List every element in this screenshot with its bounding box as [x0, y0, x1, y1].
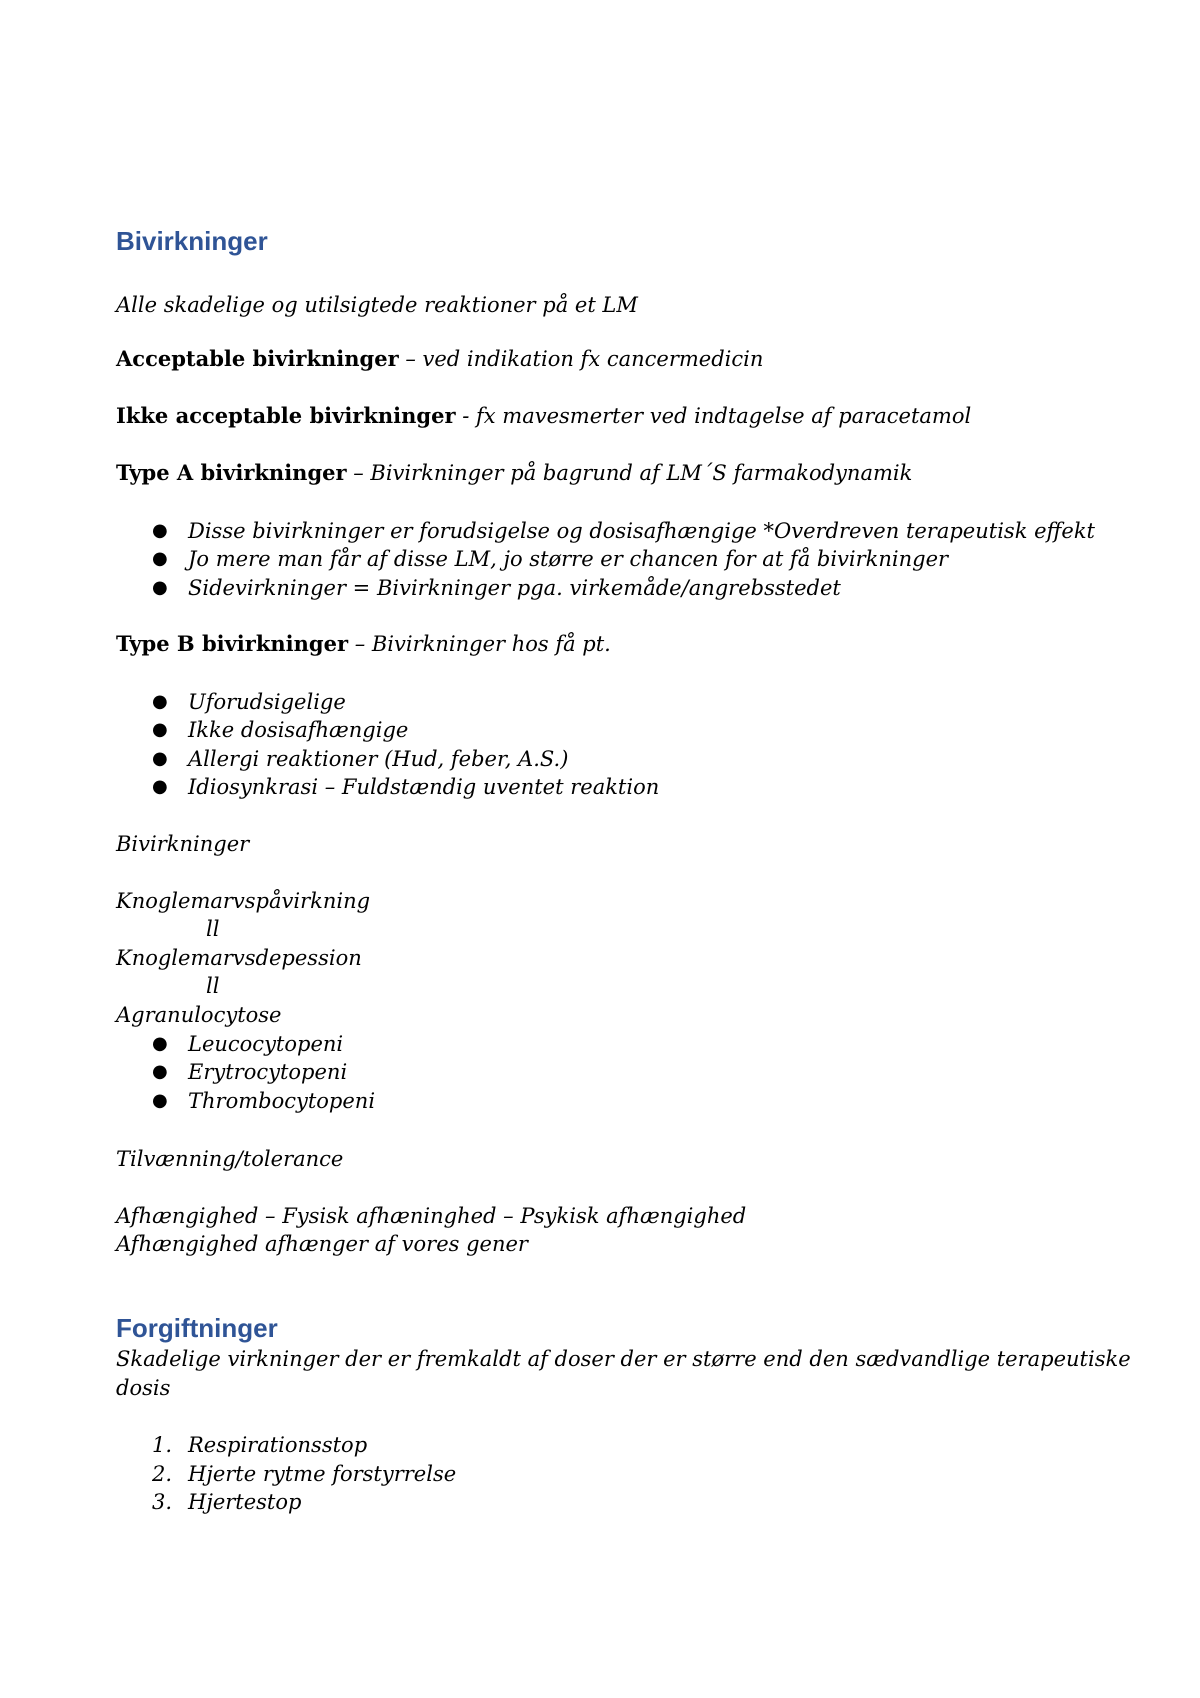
acceptable-desc: – ved indikation fx cancermedicin — [398, 347, 764, 371]
list-item-number: 1. — [152, 1433, 173, 1457]
forgiftninger-definition-2: dosis — [116, 1376, 171, 1400]
type-a-desc: – Bivirkninger på bagrund af LM´S farmakodynamik — [346, 461, 913, 485]
bullet-icon: ● — [152, 577, 168, 598]
type-b-term: Type B bivirkninger — [116, 631, 349, 656]
list-item-text: Idiosynkrasi – Fuldstændig uventet reaktion — [188, 775, 660, 799]
acceptable-term: Acceptable bivirkninger — [116, 346, 399, 371]
list-item-text: Allergi reaktioner (Hud, feber, A.S.) — [188, 747, 569, 771]
heading-bivirkninger: Bivirkninger — [116, 226, 268, 256]
forgiftninger-definition-1: Skadelige virkninger der er fremkaldt af doser der er større end den sædvandlige terapeutiske — [116, 1347, 1131, 1371]
list-item-text: Ikke dosisafhængige — [188, 718, 409, 742]
list-item-text: Uforudsigelige — [188, 690, 346, 714]
type-a-term: Type A bivirkninger — [116, 460, 347, 485]
chain-step2: Knoglemarvsdepession — [116, 946, 362, 970]
list-item-text: Thrombocytopeni — [188, 1089, 376, 1113]
ikke-acceptable-desc: - fx mavesmerter ved indtagelse af paracetamol — [455, 404, 972, 428]
ikke-acceptable-line — [116, 402, 971, 430]
bullet-icon: ● — [152, 548, 168, 569]
bullet-icon: ● — [152, 748, 168, 769]
bullet-icon: ● — [152, 1033, 168, 1054]
list-item-text: Leucocytopeni — [188, 1032, 344, 1056]
chain-arrow-1: ll — [206, 917, 220, 941]
list-item-text: Jo mere man får af disse LM, jo større er chancen for at få bivirkninger — [188, 547, 949, 571]
definition-text: Alle skadelige og utilsigtede reaktioner på et LM — [116, 293, 638, 317]
afhaengighed-line-1: Afhængighed – Fysisk afhæninghed – Psykisk afhængighed — [116, 1204, 747, 1228]
list-item-number: 2. — [152, 1462, 173, 1486]
bullet-icon: ● — [152, 1090, 168, 1111]
list-item-text: Hjerte rytme forstyrrelse — [188, 1462, 457, 1486]
list-item-text: Respirationsstop — [188, 1433, 368, 1457]
list-item-text: Sidevirkninger = Bivirkninger pga. virkemåde/angrebsstedet — [188, 576, 841, 600]
bullet-icon: ● — [152, 1061, 168, 1082]
list-item-text: Disse bivirkninger er forudsigelse og dosisafhængige *Overdreven terapeutisk effekt — [188, 519, 1095, 543]
type-b-line — [116, 630, 611, 658]
type-a-line — [116, 459, 912, 487]
chain-step3: Agranulocytose — [116, 1003, 282, 1027]
bullet-icon: ● — [152, 691, 168, 712]
tilvaenning-text: Tilvænning/tolerance — [116, 1147, 344, 1171]
bullet-icon: ● — [152, 776, 168, 797]
list-item-text: Erytrocytopeni — [188, 1060, 348, 1084]
afhaengighed-line-2: Afhængighed afhænger af vores gener — [116, 1232, 528, 1256]
type-b-desc: – Bivirkninger hos få pt. — [348, 632, 611, 656]
chain-arrow-2: ll — [206, 974, 220, 998]
chain-step1: Knoglemarvspåvirkning — [116, 889, 371, 913]
bivirkninger-label: Bivirkninger — [116, 832, 250, 856]
bullet-icon: ● — [152, 520, 168, 541]
acceptable-line — [116, 345, 763, 373]
list-item-number: 3. — [152, 1490, 173, 1514]
ikke-acceptable-term: Ikke acceptable bivirkninger — [116, 403, 456, 428]
bullet-icon: ● — [152, 719, 168, 740]
heading-forgiftninger: Forgiftninger — [116, 1313, 278, 1343]
list-item-text: Hjertestop — [188, 1490, 302, 1514]
